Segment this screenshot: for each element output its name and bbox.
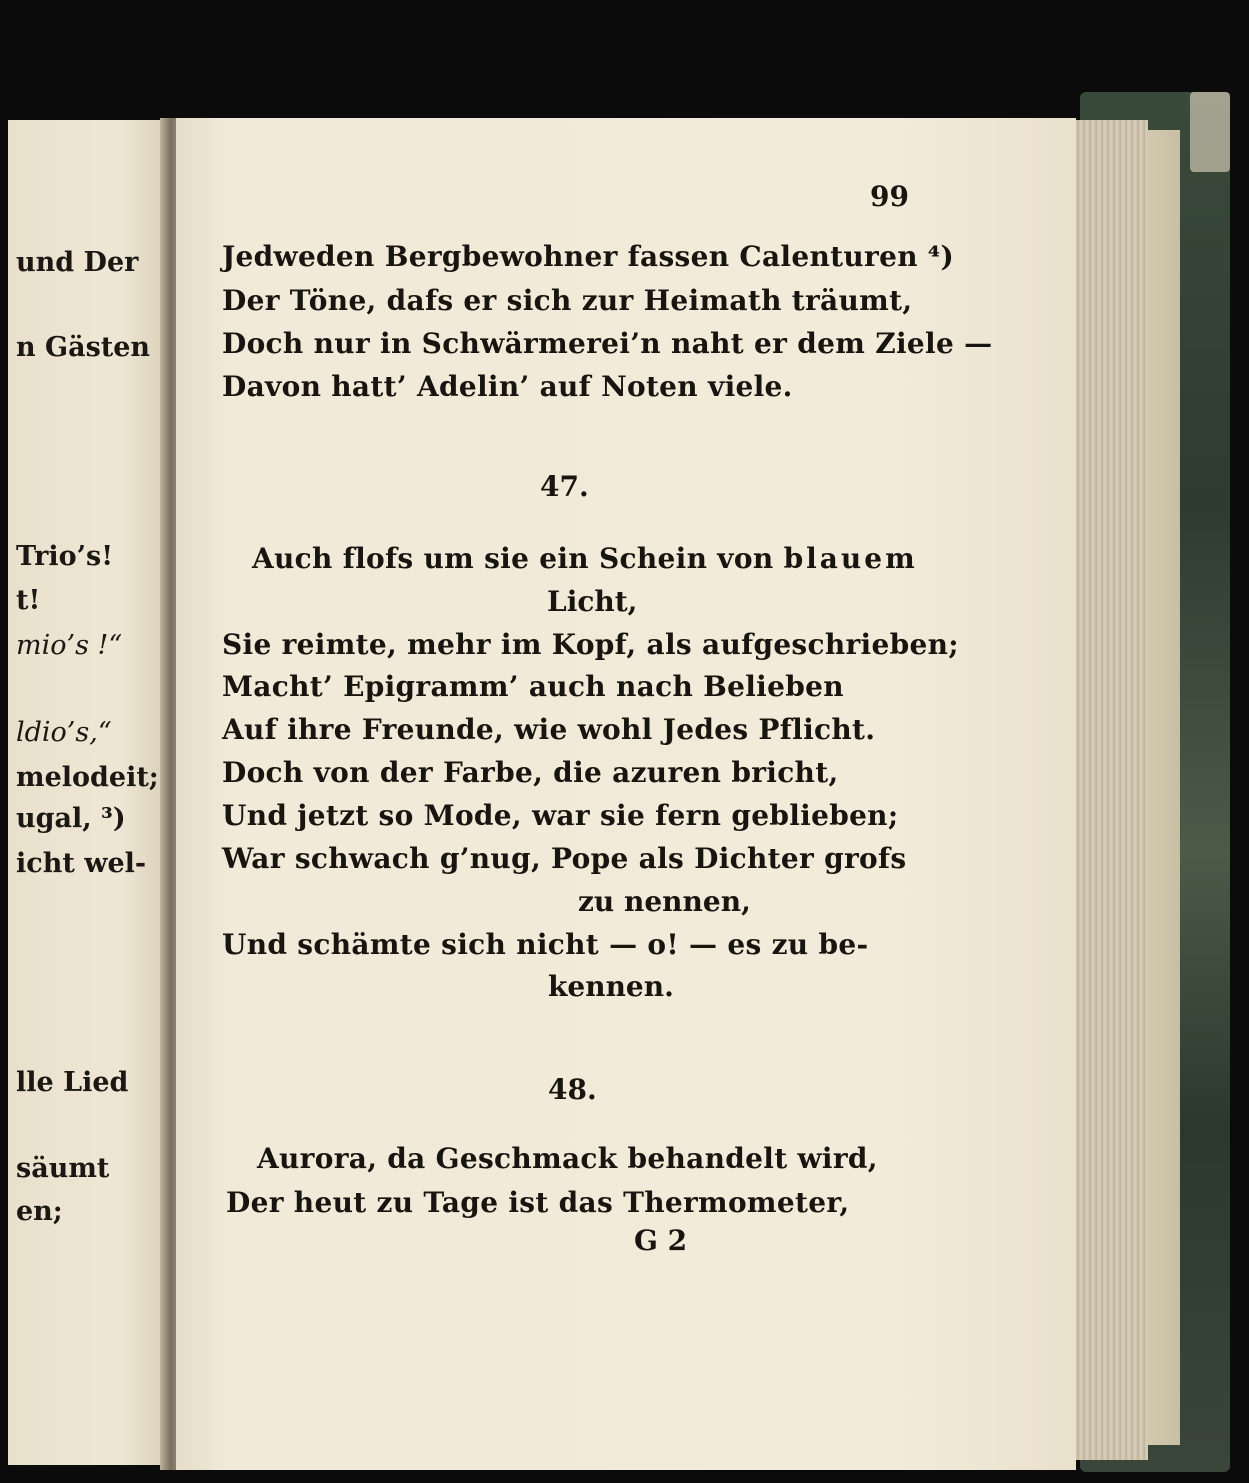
left-fragment: ugal, ³) [16,803,126,834]
left-fragment: ldio’s,“ [16,717,112,748]
left-page [8,120,168,1465]
left-fragment: lle Lied [16,1067,129,1098]
left-fragment: icht wel- [16,848,147,879]
verse-line: Aurora, da Geschmack behandelt wird, [257,1142,878,1175]
verse-continuation: kennen. [548,970,674,1003]
stanza-number: 47. [540,470,589,503]
left-fragment: t! [16,585,41,616]
verse-line: Der heut zu Tage ist das Thermometer, [226,1186,850,1219]
signature-mark: G 2 [634,1224,688,1257]
left-fragment: Trio’s! [16,541,114,572]
verse-continuation: zu nennen, [578,885,751,918]
right-page [176,118,1076,1470]
left-fragment: mio’s !“ [16,630,123,661]
verse-line: Jedweden Bergbewohner fassen Calenturen ⁴) [222,240,955,273]
verse-line: Macht’ Epigramm’ auch nach Belieben [222,670,844,703]
left-fragment: und Der [16,247,139,278]
verse-line: Doch nur in Schwärmerei’n naht er dem Ziele — [222,327,993,360]
verse-line: Doch von der Farbe, die azuren bricht, [222,756,839,789]
verse-continuation: Licht, [547,585,638,618]
left-fragment: melodeit; [16,762,159,793]
left-fragment: en; [16,1196,63,1227]
verse-line: Und schämte sich nicht — o! — es zu be- [222,928,869,961]
verse-line: Davon hatt’ Adelin’ auf Noten viele. [222,370,793,403]
verse-line: War schwach g’nug, Pope als Dichter grofs [222,842,907,875]
cover-corner [1190,92,1230,172]
verse-line: Der Töne, dafs er sich zur Heimath träumt, [222,284,913,317]
verse-line [252,542,918,575]
stanza-number: 48. [548,1073,597,1106]
left-fragment: säumt [16,1153,110,1184]
verse-emphasis: blauem [783,542,918,575]
page-number: 99 [870,180,909,213]
left-fragment: n Gästen [16,332,151,363]
verse-line: Und jetzt so Mode, war sie fern geblieben; [222,799,899,832]
verse-line: Auf ihre Freunde, wie wohl Jedes Pflicht. [222,713,876,746]
verse-line: Sie reimte, mehr im Kopf, als aufgeschrieben; [222,628,959,661]
page-edges [1068,120,1148,1460]
verse-text: Auch flofs um sie ein Schein von [252,542,774,575]
